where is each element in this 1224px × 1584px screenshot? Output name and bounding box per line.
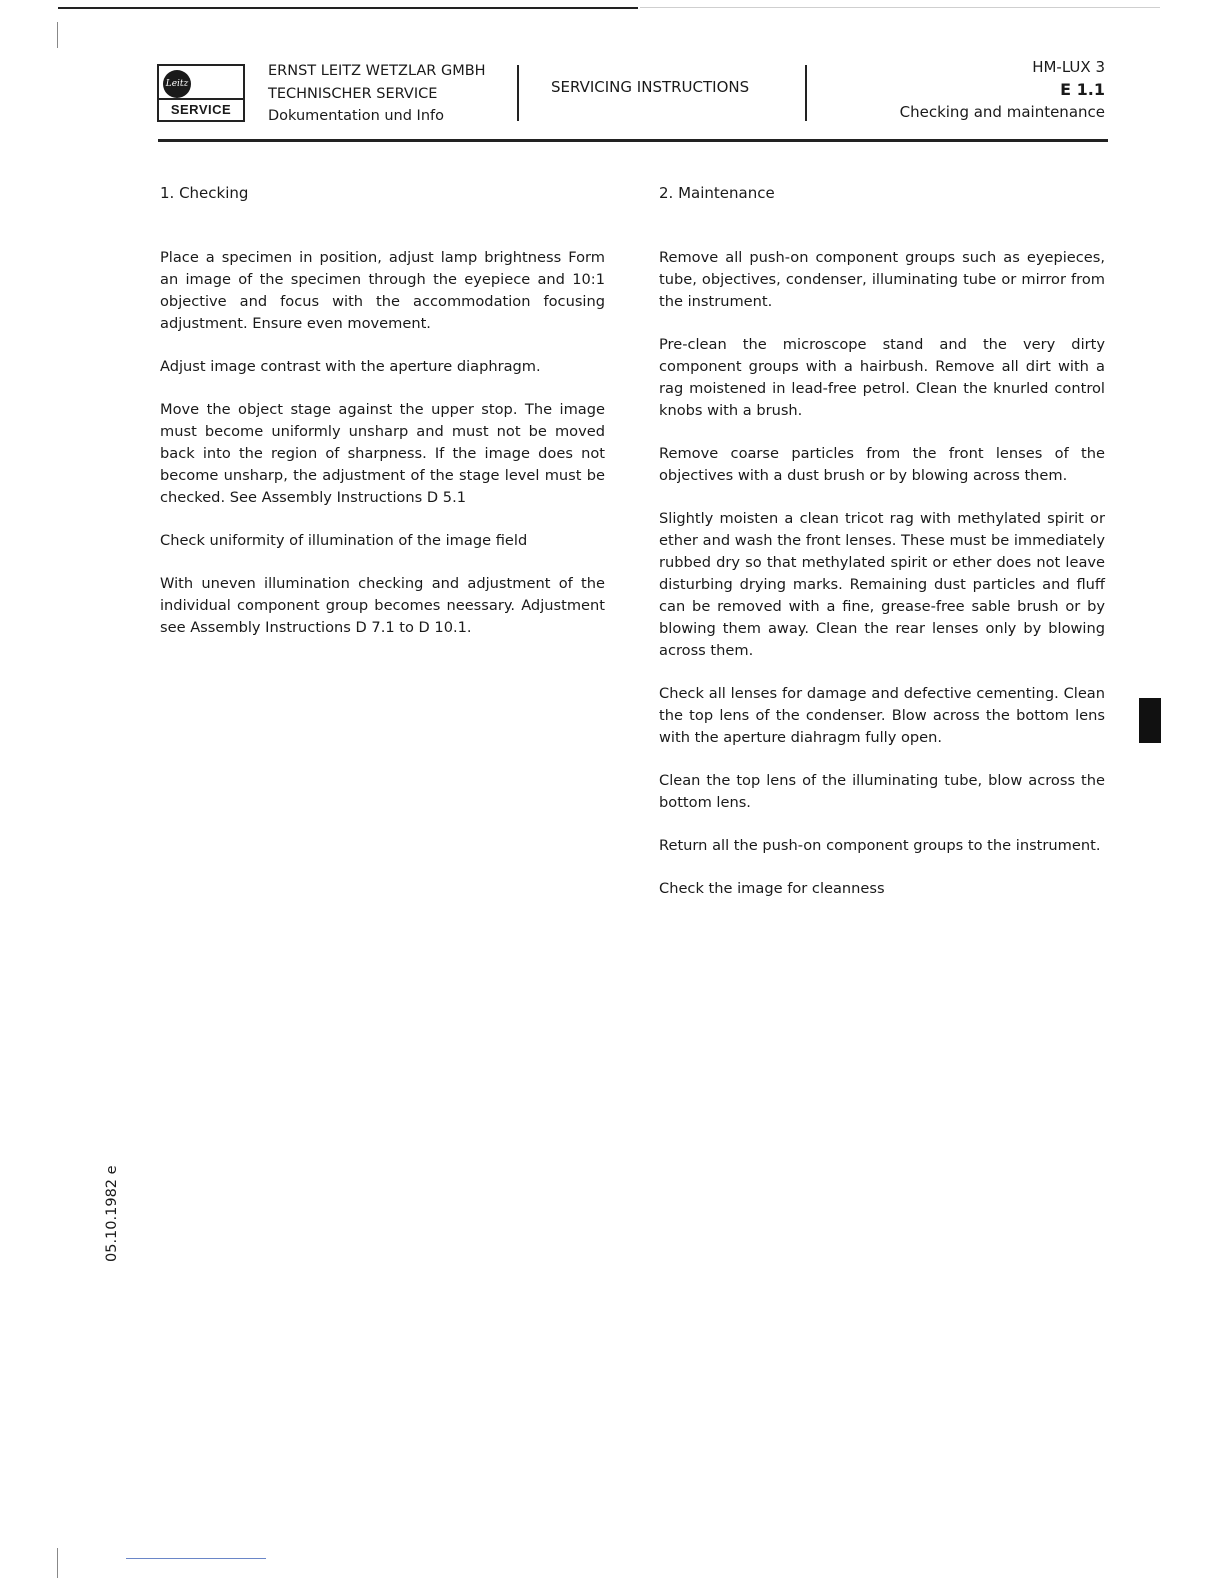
paragraph: Place a specimen in position, adjust lamp brightness Form an image of the specimen through the eyepiece and 10:1 objective and focus with the accommodation focusing adjustment. Ensure even movement. xyxy=(160,249,605,332)
paragraph: Clean the top lens of the illuminating tube, blow across the bottom lens. xyxy=(659,772,1105,811)
paragraph: Return all the push-on component groups to the instrument. xyxy=(659,837,1101,854)
paragraph: Remove coarse particles from the front lenses of the objectives with a dust brush or by blowing across them. xyxy=(659,445,1105,484)
leitz-service-logo xyxy=(157,64,245,122)
company-division: Dokumentation und Info xyxy=(268,108,445,124)
company-name: ERNST LEITZ WETZLAR GMBH xyxy=(268,63,486,79)
header-divider xyxy=(805,65,807,121)
paragraph: Remove all push-on component groups such as eyepieces, tube, objectives, condenser, illuminating tube or mirror from the instrument. xyxy=(659,249,1105,310)
paragraph: Check uniformity of illumination of the image field xyxy=(160,532,528,549)
scan-line xyxy=(126,1558,266,1559)
section-title: 2. Maintenance xyxy=(659,184,775,202)
punch-mark-bottom xyxy=(57,1548,58,1578)
top-rule-faint xyxy=(640,7,1160,8)
doc-identifier xyxy=(900,56,1105,124)
print-date: 05.10.1982 e xyxy=(104,1165,120,1262)
top-rule xyxy=(58,7,638,9)
company-block xyxy=(268,60,486,128)
doc-code: E 1.1 xyxy=(1060,79,1105,99)
doc-subject: Checking and maintenance xyxy=(899,103,1105,121)
section-title: 1. Checking xyxy=(160,184,249,202)
paragraph: With uneven illumination checking and adjustment of the individual component group becomes neessary. Adjustment see Assembly Instructions D 7.1 to D 10.1. xyxy=(160,575,605,636)
paragraph: Move the object stage against the upper stop. The image must become uniformly unsharp and must not be moved back into the region of sharpness. If the image does not become unsharp, the adjustment of the stage level must be checked. See Assembly Instructions D 5.1 xyxy=(160,401,605,506)
paragraph: Pre-clean the microscope stand and the very dirty component groups with a hairbush. Remove all dirt with a rag moistened in lead-free petrol. Clean the knurled control knobs with a brush. xyxy=(659,336,1105,419)
checking-section xyxy=(160,182,605,660)
paragraph: Check all lenses for damage and defective cementing. Clean the top lens of the condenser. Blow across the bottom lens with the aperture diahragm fully open. xyxy=(659,685,1105,746)
header-rule xyxy=(158,139,1108,142)
leitz-logo-icon: Leitz xyxy=(163,70,191,98)
doc-type: SERVICING INSTRUCTIONS xyxy=(551,78,750,96)
change-marker-bar xyxy=(1139,698,1161,743)
paragraph: Slightly moisten a clean tricot rag with methylated spirit or ether and wash the front lenses. These must be immediately rubbed dry so that methylated spirit or ether does not leave disturbing drying marks. Remaining dust particles and fluff can be removed with a fine, grease-free sable brush or by blowing them away. Clean the rear lenses only by blowing across them. xyxy=(659,510,1105,659)
paragraph: Adjust image contrast with the aperture diaphragm. xyxy=(160,358,541,375)
punch-mark xyxy=(57,22,58,48)
logo-service-label: SERVICE xyxy=(159,98,243,120)
header-divider xyxy=(517,65,519,121)
maintenance-section xyxy=(659,182,1105,921)
paragraph: Check the image for cleanness xyxy=(659,880,885,897)
product-name: HM-LUX 3 xyxy=(1032,58,1105,76)
company-department: TECHNISCHER SERVICE xyxy=(268,85,438,102)
